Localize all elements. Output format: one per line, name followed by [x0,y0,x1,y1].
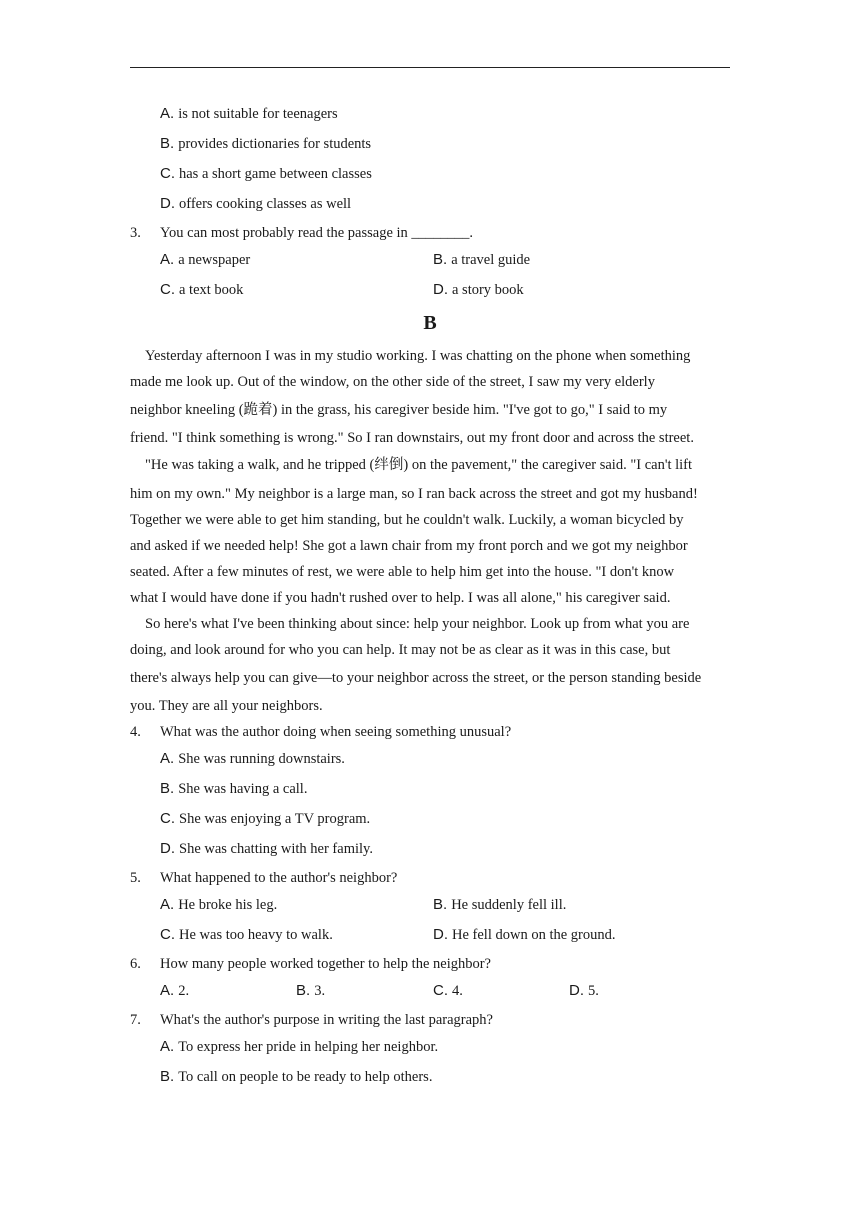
q7-question: What's the author's purpose in writing the last paragraph? [160,1012,493,1028]
q5-option-c[interactable]: C. He was too heavy to walk. [160,926,333,943]
passage-line: there's always help you can give—to your neighbor across the street, or the person standing beside [130,670,702,686]
q4-option-b[interactable]: B. She was having a call. [160,780,308,797]
passage-line: and asked if we needed help! She got a lawn chair from my front porch and we got my neighbor [130,538,688,554]
passage-line: "He was taking a walk, and he tripped (绊倒) on the pavement," the caregiver said. "I can't lift [145,457,693,473]
passage-line: neighbor kneeling (跪着) in the grass, his caregiver beside him. "I've got to go," I said to my [130,402,668,418]
q5-option-d[interactable]: D. He fell down on the ground. [433,926,616,943]
passage-line: seated. After a few minutes of rest, we were able to help him get into the house. "I don't know [130,564,675,580]
q2-option-b[interactable]: B. provides dictionaries for students [160,135,372,152]
passage-line: made me look up. Out of the window, on the other side of the street, I saw my very elderly [130,374,655,390]
q3-option-a[interactable]: A. a newspaper [160,251,251,268]
q6-option-a[interactable]: A. 2. [160,982,190,999]
q3-option-b[interactable]: B. a travel guide [433,251,531,268]
q2-option-d[interactable]: D. offers cooking classes as well [160,195,352,212]
header-rule [130,67,730,68]
passage-line: doing, and look around for who you can help. It may not be as clear as it was in this case, but [130,642,671,658]
passage-line: So here's what I've been thinking about since: help your neighbor. Look up from what you are [145,616,690,632]
q2-option-a[interactable]: A. is not suitable for teenagers [160,105,338,122]
q4-number: 4. [130,724,141,740]
passage-line: friend. "I think something is wrong." So I ran downstairs, out my front door and across the street. [130,430,694,446]
q3-option-d[interactable]: D. a story book [433,281,524,298]
q5-number: 5. [130,870,141,886]
q4-option-c[interactable]: C. She was enjoying a TV program. [160,810,371,827]
q3-number: 3. [130,225,141,241]
passage-line: Yesterday afternoon I was in my studio working. I was chatting on the phone when something [145,348,691,364]
q6-question: How many people worked together to help the neighbor? [160,956,491,972]
q4-question: What was the author doing when seeing something unusual? [160,724,512,740]
q3-option-c[interactable]: C. a text book [160,281,244,298]
q2-option-c[interactable]: C. has a short game between classes [160,165,372,182]
q3-question: You can most probably read the passage in ________. [160,225,474,241]
passage-line: Together we were able to get him standing, but he couldn't walk. Luckily, a woman bicycled by [130,512,684,528]
q5-question: What happened to the author's neighbor? [160,870,398,886]
q6-number: 6. [130,956,141,972]
q4-option-a[interactable]: A. She was running downstairs. [160,750,345,767]
q7-number: 7. [130,1012,141,1028]
q6-option-c[interactable]: C. 4. [433,982,463,999]
q7-option-b[interactable]: B. To call on people to be ready to help others. [160,1068,433,1085]
q7-option-a[interactable]: A. To express her pride in helping her neighbor. [160,1038,439,1055]
passage-line: you. They are all your neighbors. [130,698,323,714]
passage-line: him on my own." My neighbor is a large man, so I ran back across the street and got my husband! [130,486,698,502]
passage-line: what I would have done if you hadn't rushed over to help. I was all alone," his caregiver said. [130,590,671,606]
q5-option-b[interactable]: B. He suddenly fell ill. [433,896,567,913]
q6-option-d[interactable]: D. 5. [569,982,599,999]
q4-option-d[interactable]: D. She was chatting with her family. [160,840,373,857]
q6-option-b[interactable]: B. 3. [296,982,326,999]
q5-option-a[interactable]: A. He broke his leg. [160,896,278,913]
section-b-title: B [423,312,437,334]
